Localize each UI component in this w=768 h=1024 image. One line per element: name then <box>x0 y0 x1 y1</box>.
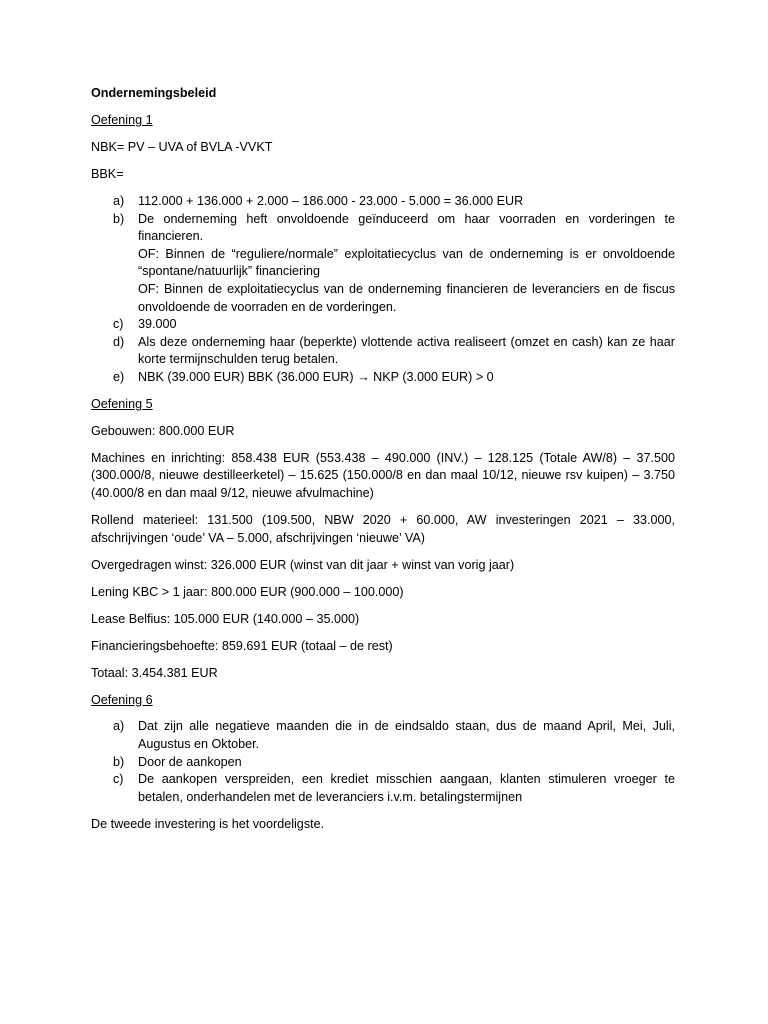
list-item <box>91 193 675 211</box>
item-label: b) <box>113 754 125 769</box>
item-text: Dat zijn alle negatieve maanden die in de eindsaldo staan, dus de maand April, Mei, Juli, Augustus en Oktober. <box>138 719 675 752</box>
item-text-alternative: OF: Binnen de “reguliere/normale” exploitatiecyclus van de onderneming is er onvoldoende “spontane/natuurlijk” financiering <box>138 246 675 279</box>
item-text: De aankopen verspreiden, een krediet misschien aangaan, klanten stimuleren vroeger te betalen, onderhandelen met de leveranciers i.v.m. betalingstermijnen <box>138 772 675 804</box>
bbk-label: BBK= <box>91 166 124 181</box>
item-label: a) <box>113 193 125 208</box>
document-page <box>91 85 675 843</box>
item-text: 39.000 <box>138 317 177 332</box>
nbk-formula: NBK= PV – UVA of BVLA -VVKT <box>91 139 273 154</box>
exercise-6-answers <box>91 718 675 806</box>
list-item <box>91 316 675 334</box>
item-text: NBK (39.000 EUR) BBK (36.000 EUR) → NKP (3.000 EUR) > 0 <box>138 369 494 384</box>
financieringsbehoefte-line: Financieringsbehoefte: 859.691 EUR (totaal – de rest) <box>91 638 393 653</box>
list-item <box>91 211 675 317</box>
item-label: c) <box>113 772 124 787</box>
conclusion: De tweede investering is het voordeligste. <box>91 816 325 831</box>
exercise-1-answers <box>91 193 675 387</box>
item-text-alternative: OF: Binnen de exploitatiecyclus van de onderneming financieren de leveranciers en de fiscus onvoldoende de voorraden en de vorderingen. <box>138 281 675 314</box>
item-text: Door de aankopen <box>138 754 242 769</box>
gebouwen-line: Gebouwen: 800.000 EUR <box>91 423 235 438</box>
item-label: c) <box>113 317 124 332</box>
totaal-line: Totaal: 3.454.381 EUR <box>91 665 218 680</box>
item-text: 112.000 + 136.000 + 2.000 – 186.000 - 23.000 - 5.000 = 36.000 EUR <box>138 193 524 208</box>
item-text: De onderneming heft onvoldoende geïnduceerd om haar voorraden en vorderingen te financieren. <box>138 211 675 244</box>
lease-line: Lease Belfius: 105.000 EUR (140.000 – 35.000) <box>91 611 360 626</box>
list-item <box>91 718 675 753</box>
item-label: a) <box>113 719 125 734</box>
item-label: b) <box>113 211 125 226</box>
lening-line: Lening KBC > 1 jaar: 800.000 EUR (900.000 – 100.000) <box>91 584 404 599</box>
exercise-1-heading: Oefening 1 <box>91 112 153 127</box>
exercise-6-heading: Oefening 6 <box>91 692 153 707</box>
list-item <box>91 754 675 772</box>
list-item <box>91 771 675 806</box>
item-label: e) <box>113 369 125 384</box>
item-text: Als deze onderneming haar (beperkte) vlottende activa realiseert (omzet en cash) kan ze haar korte termijnschulden terug betalen. <box>138 334 675 367</box>
list-item <box>91 369 675 387</box>
rollend-materieel-line: Rollend materieel: 131.500 (109.500, NBW 2020 + 60.000, AW investeringen 2021 – 33.000, afschrijvingen ‘oude’ VA – 5.000, afschrijvingen ‘nieuwe’ VA) <box>91 513 675 545</box>
exercise-5-heading: Oefening 5 <box>91 396 153 411</box>
document-title: Ondernemingsbeleid <box>91 86 217 100</box>
overgedragen-winst-line: Overgedragen winst: 326.000 EUR (winst van dit jaar + winst van vorig jaar) <box>91 557 515 572</box>
list-item <box>91 334 675 369</box>
machines-line: Machines en inrichting: 858.438 EUR (553.438 – 490.000 (INV.) – 128.125 (Totale AW/8) – 37.500 (300.000/8, nieuwe destilleerketel) – 15.625 (150.000/8 en dan maal 10/12, nieuwe rsv kuipen) – 3.750 (40.000/8 en dan maal 9/12, nieuwe afvulmachine) <box>91 450 675 501</box>
item-label: d) <box>113 334 125 349</box>
